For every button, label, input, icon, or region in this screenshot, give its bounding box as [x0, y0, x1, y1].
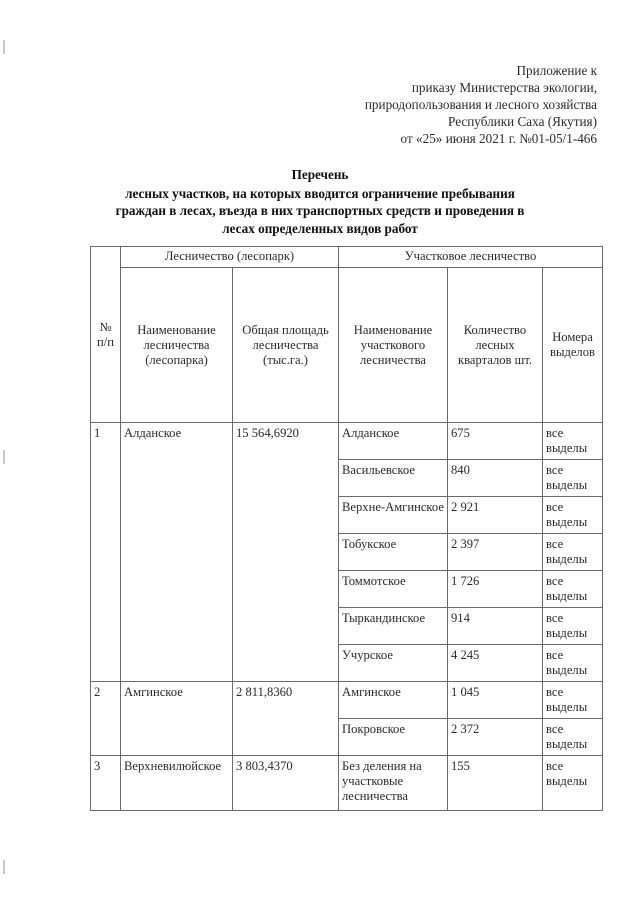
plot-numbers: все выделы	[543, 682, 603, 719]
title-line: лесах определенных видов работ	[222, 220, 418, 236]
district-name: Учурское	[339, 645, 448, 682]
forestry-area: 2 811,8360	[233, 682, 339, 756]
appendix-line: приказу Министерства экологии,	[411, 80, 597, 95]
district-name: Тобукское	[339, 534, 448, 571]
quarters-count: 4 245	[448, 645, 543, 682]
appendix-line: природопользования и лесного хозяйства	[364, 97, 597, 112]
table-row	[91, 682, 603, 719]
header-total-area: Общая площадь лесничества (тыс.га.)	[233, 268, 339, 423]
quarters-count: 2 397	[448, 534, 543, 571]
document-title	[0, 166, 640, 237]
quarters-count: 840	[448, 460, 543, 497]
appendix-line: Приложение к	[516, 63, 597, 78]
plot-numbers: все выделы	[543, 645, 603, 682]
plot-numbers: все выделы	[543, 460, 603, 497]
district-name: Без деления на участковые лесничества	[339, 756, 448, 811]
table-row	[91, 756, 603, 811]
plot-numbers: все выделы	[543, 534, 603, 571]
plot-numbers: все выделы	[543, 423, 603, 460]
scan-edge-mark	[3, 860, 5, 874]
district-name: Верхне-Амгинское	[339, 497, 448, 534]
forestry-name: Амгинское	[121, 682, 233, 756]
scan-edge-mark	[3, 40, 5, 54]
title-heading: Перечень	[291, 167, 349, 182]
district-name: Амгинское	[339, 682, 448, 719]
table-header-row	[91, 247, 603, 268]
title-line: граждан в лесах, въезда в них транспортных средств и проведения в	[115, 203, 525, 218]
district-name: Тыркандинское	[339, 608, 448, 645]
quarters-count: 1 726	[448, 571, 543, 608]
quarters-count: 914	[448, 608, 543, 645]
appendix-note	[365, 62, 597, 147]
district-name: Покровское	[339, 719, 448, 756]
header-num: № п/п	[91, 247, 121, 423]
header-group-forestry: Лесничество (лесопарк)	[121, 247, 339, 268]
district-name: Томмотское	[339, 571, 448, 608]
district-name: Алданское	[339, 423, 448, 460]
plot-numbers: все выделы	[543, 719, 603, 756]
row-num: 1	[91, 423, 121, 682]
row-num: 3	[91, 756, 121, 811]
forestry-area: 3 803,4370	[233, 756, 339, 811]
plot-numbers: все выделы	[543, 497, 603, 534]
header-forestry-name: Наименование лесничества (лесопарка)	[121, 268, 233, 423]
appendix-line: Республики Саха (Якутия)	[448, 114, 597, 129]
table-header-row	[91, 268, 603, 423]
district-name: Васильевское	[339, 460, 448, 497]
plot-numbers: все выделы	[543, 608, 603, 645]
forest-areas-table	[90, 246, 603, 811]
quarters-count: 2 372	[448, 719, 543, 756]
quarters-count: 2 921	[448, 497, 543, 534]
header-group-district: Участковое лесничество	[339, 247, 603, 268]
plot-numbers: все выделы	[543, 756, 603, 811]
quarters-count: 675	[448, 423, 543, 460]
row-num: 2	[91, 682, 121, 756]
header-quarters-count: Количество лесных кварталов шт.	[448, 268, 543, 423]
quarters-count: 155	[448, 756, 543, 811]
forestry-name: Верхневилюйское	[121, 756, 233, 811]
title-line: лесных участков, на которых вводится ограничение пребывания	[125, 185, 515, 201]
forestry-area: 15 564,6920	[233, 423, 339, 682]
header-district-name: Наименование участкового лесничества	[339, 268, 448, 423]
header-plot-numbers: Номера выделов	[543, 268, 603, 423]
scan-edge-mark	[3, 450, 5, 464]
table-row	[91, 423, 603, 460]
plot-numbers: все выделы	[543, 571, 603, 608]
quarters-count: 1 045	[448, 682, 543, 719]
forestry-name: Алданское	[121, 423, 233, 682]
appendix-line: от «25» июня 2021 г. №01-05/1-466	[400, 131, 597, 146]
